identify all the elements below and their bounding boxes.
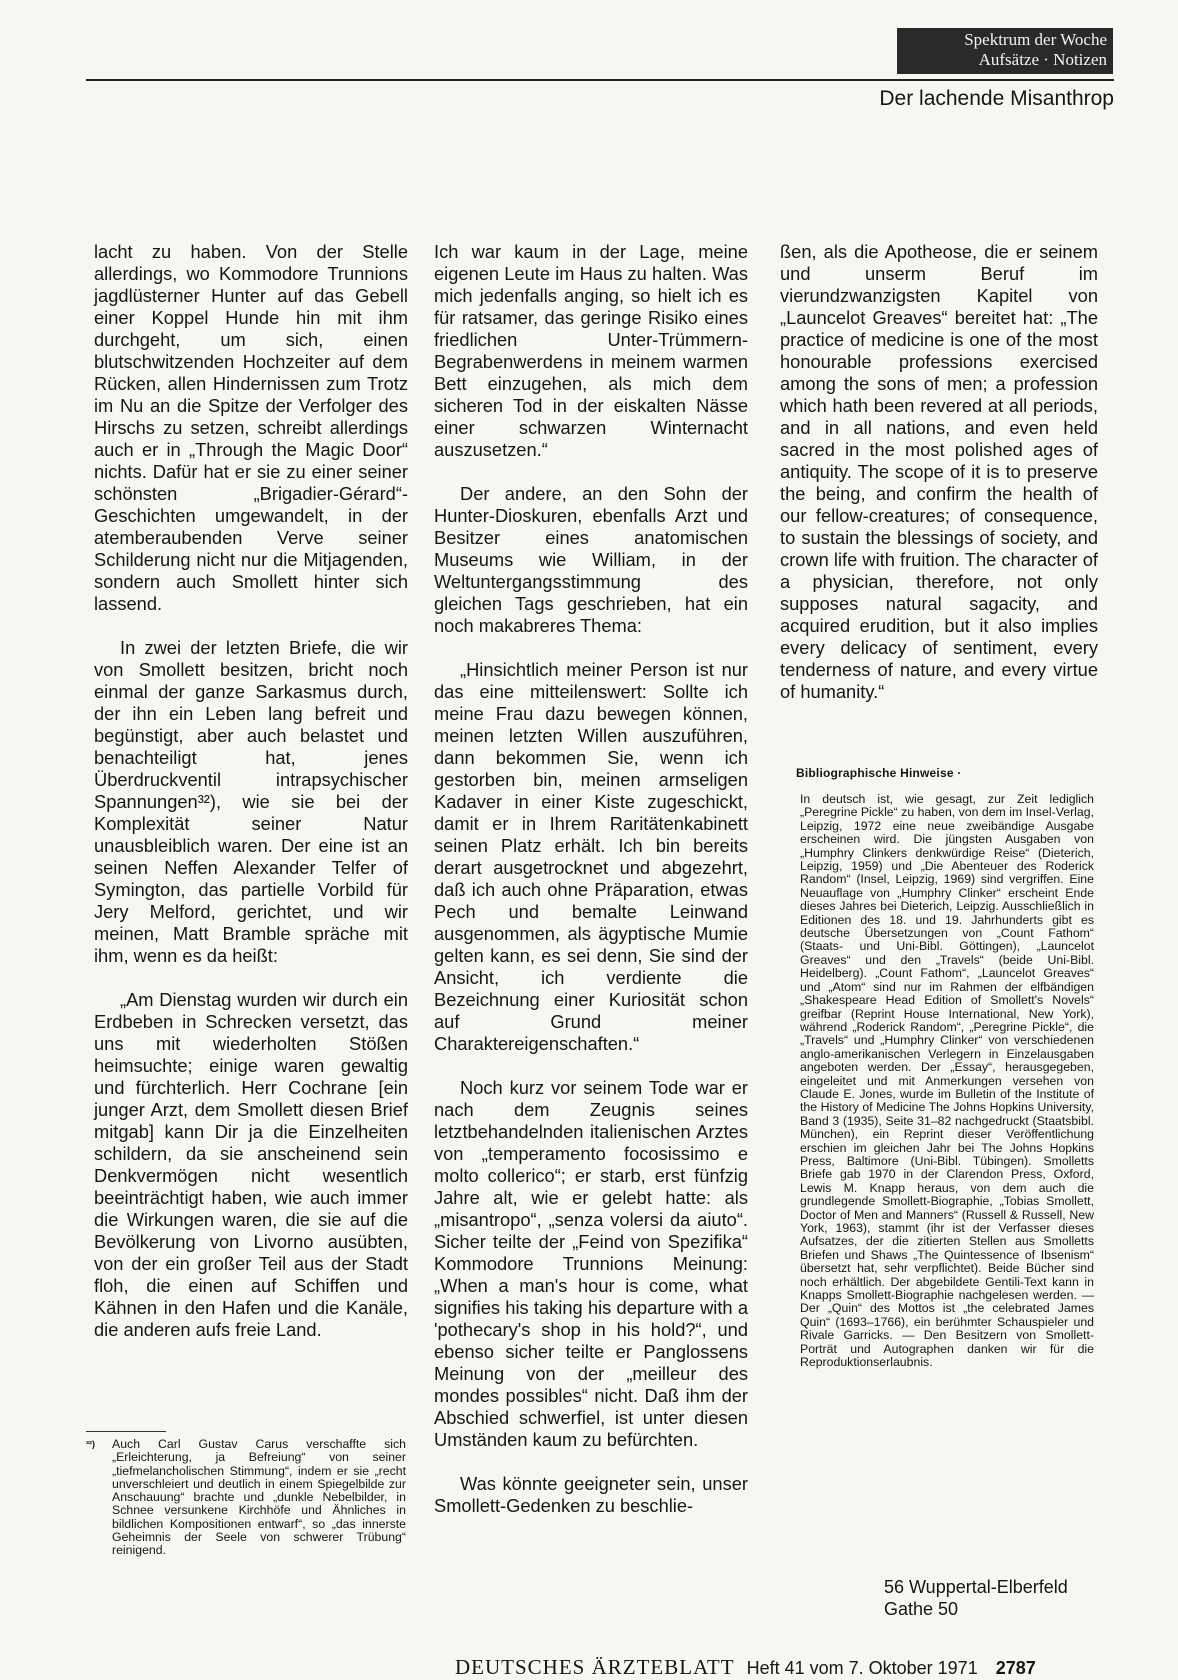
running-title: Der lachende Misanthrop [879, 87, 1114, 110]
paragraph: lacht zu haben. Von der Stelle allerdings, wo Kommodore Trunnions jagdlüsterner Hunter auf das Gebell einer Koppel Hunde hin mit ihm durchgeht, um sich, einen blutschwitzenden Hochzeiter auf dem Rücken, allen Hindernissen zum Trotz im Nu an die Spitze der Verfolger des Hirschs zu setzen, schreibt allerdings auch er in „Through the Magic Door“ nichts. Dafür hat er sie zu einer seiner schönsten „Brigadier-Gérard“-Geschichten umgewandelt, in der atemberaubenden Verve seiner Schilderung nicht nur die Mitjagenden, sondern auch Smollett hinter sich lassend. [94, 241, 408, 614]
page-footer [455, 1655, 1036, 1680]
paragraph: „Hinsichtlich meiner Person ist nur das eine mitteilenswert: Sollte ich meine Frau dazu bewegen können, meinen letzten Willen auszuführen, dann bekommen Sie, wenn ich gestorben bin, meinen armseligen Kadaver in einer Kiste zugeschickt, damit er in Ihrem Raritätenkabinett seinen Platz erhält. Ich bin bereits derart ausgetrocknet und abgezehrt, daß ich auch ohne Präparation, etwas Pech und bemalte Leinwand ausgenommen, als ägyptische Mumie gelten kann, es sei denn, Sie sind der Ansicht, ich verdiente die Bezeichnung einer Kuriosität schon auf Grund meiner Charaktereigenschaften.“ [434, 659, 748, 1054]
footnote-text: Auch Carl Gustav Carus verschaffte sich „Erleichterung, ja Befreiung“ von seiner „tiefmelancholischen Stimmung“, indem er sie „recht unverschleiert und deutlich in einem Spiegelbilde zur Anschauung“ brachte und „dunkle Nebelbilder, in Schnee versunkene Kirchhöfe und Ähnliches in bildlichen Kompositionen entwarf“, so „das innerste Geheimnis der Seele von schwerer Trübung“ reinigend. [112, 1437, 406, 1558]
issue-info: Heft 41 vom 7. Oktober 1971 [746, 1658, 978, 1678]
paragraph: Was könnte geeigneter sein, unser Smollett-Gedenken zu beschlie- [434, 1473, 748, 1516]
text-column-2 [434, 241, 748, 1517]
section-label-line1: Spektrum der Woche [964, 30, 1107, 49]
paragraph: Noch kurz vor seinem Tode war er nach dem Zeugnis seines letztbehandelnden italienischen Arztes von „temperamento focosissimo e molto collerico“; er starb, erst fünfzig Jahre alt, wie er gelebt hatte: als „misantropo“, „senza volersi da aiuto“. Sicher teilte der „Feind von Spezifika“ Kommodore Trunnions Meinung: „When a man's hour is come, what signifies his taking his departure with a 'pothecary's shop in his hold?“, und ebenso sicher teilte er Panglossens Meinung von der „meilleur des mondes possibles“ nicht. Daß ihm der Abschied schwerfiel, ist unter diesen Umständen kaum zu befürchten. [434, 1077, 748, 1450]
paragraph: „Am Dienstag wurden wir durch ein Erdbeben in Schrecken versetzt, das uns mit wiederholten Stößen heimsuchte; einige waren gewaltig und fürchterlich. Herr Cochrane [ein junger Arzt, dem Smollett diesen Brief mitgab] kann Dir ja die Einzelheiten schildern, da sie anscheinend sein Denkvermögen nicht wesentlich beeinträchtigt haben, wie auch immer die Wirkungen waren, die sie auf die Bevölkerung von Livorno ausübten, von der ein großer Teil aus der Stadt floh, die einen auf Schiffen und Kähnen in den Hafen und die Kanäle, die anderen aufs freie Land. [94, 989, 408, 1340]
bibliography-heading: Bibliographische Hinweise · [796, 766, 962, 780]
header-rule [86, 79, 1114, 81]
author-address [884, 1576, 1068, 1620]
paragraph: In zwei der letzten Briefe, die wir von Smollett besitzen, bricht noch einmal der ganze Sarkasmus durch, der ihn ein Leben lang befreit und begünstigt, aber auch belastet und benachteiligt hat, jenes Überdruckventil intrapsychischer Spannungen³²), wie sie bei der Komplexität seiner Natur unausbleiblich waren. Der eine ist an seinen Neffen Alexander Telfer of Symington, das partielle Vorbild für Jery Melford, gerichtet, und wir meinen, Matt Bramble spräche mit ihm, wenn es da heißt: [94, 637, 408, 966]
footnote-number: ³²) [86, 1439, 95, 1449]
paragraph: Ich war kaum in der Lage, meine eigenen Leute im Haus zu halten. Was mich jedenfalls anging, so hielt ich es für ratsamer, das geringe Risiko eines friedlichen Unter-Trümmern-Begrabenwerdens in meinem warmen Bett einzugehen, als mich dem sicheren Tod in der eiskalten Nässe einer schwarzen Winternacht auszusetzen.“ [434, 241, 748, 460]
paragraph: Der andere, an den Sohn der Hunter-Dioskuren, ebenfalls Arzt und Besitzer eines anatomischen Museums wie William, in der Weltuntergangsstimmung des gleichen Tags geschrieben, hat ein noch makabreres Thema: [434, 483, 748, 636]
journal-name: DEUTSCHES ÄRZTEBLATT [455, 1655, 735, 1679]
address-line1: 56 Wuppertal-Elberfeld [884, 1577, 1068, 1597]
page-number: 2787 [995, 1658, 1036, 1678]
text-column-3 [780, 241, 1098, 703]
section-label-line2: Aufsätze · Notizen [978, 50, 1107, 69]
paragraph: ßen, als die Apotheose, die er seinem und unserm Beruf im vierundzwanzigsten Kapitel von „Launcelot Greaves“ bereitet hat: „The practice of medicine is one of the most honourable professions exercised among the sons of men; a profession which hath been revered at all periods, and in all nations, and even held sacred in the most polished ages of antiquity. The scope of it is to preserve the being, and confirm the health of our fellow-creatures; of consequence, to sustain the blessings of society, and crown life with fruition. The character of a physician, therefore, not only supposes natural sagacity, and acquired erudition, but it also implies every delicacy of sentiment, every tenderness of nature, and every virtue of humanity.“ [780, 241, 1098, 702]
section-label [897, 28, 1113, 74]
bibliography-text: In deutsch ist, wie gesagt, zur Zeit lediglich „Peregrine Pickle“ zu haben, von dem im Insel-Verlag, Leipzig, 1972 eine neue zweibändige Ausgabe erscheinen wird. Die jüngsten Ausgaben von „Humphry Clinkers denkwürdige Reise“ (Dieterich, Leipzig, 1959) und „Die Abenteuer des Roderick Random“ (Insel, Leipzig, 1969) sind vergriffen. Eine Neuauflage von „Humphry Clinker“ erscheint Ende dieses Jahres bei Dieterich, Leipzig. Ausschließlich in Editionen des 18. und 19. Jahrhunderts gibt es deutsche Übersetzungen von „Count Fathom“ (Staats- und Uni-Bibl. Göttingen), „Launcelot Greaves“ und den „Travels“ (beide Uni-Bibl. Heidelberg). „Count Fathom“, „Launcelot Greaves“ und „Atom“ sind nur im Rahmen der elfbändigen „Shakespeare Head Edition of Smollett's Novels“ greifbar (Reprint House International, New York), während „Roderick Random“, „Peregrine Pickle“, die „Travels“ und „Humphry Clinker“ von verschiedenen anglo-amerikanischen Verlegern in Einzelausgaben angeboten werden. Der „Essay“, herausgegeben, eingeleitet und mit Anmerkungen versehen von Claude E. Jones, wurde im Bulletin of the Institute of the History of Medicine The Johns Hopkins University, Band 3 (1935), Seite 31–82 nachgedruckt (Staatsbibl. München), ein Reprint dieser Veröffentlichung erschien im gleichen Jahr bei The Johns Hopkins Press, Baltimore (Uni-Bibl. Tübingen). Smolletts Briefe gab 1970 in der Clarendon Press, Oxford, Lewis M. Knapp heraus, von dem auch die grundlegende Smollett-Biographie, „Tobias Smollett, Doctor of Men and Manners“ (Russell & Russell, New York, 1963), stammt (ihr ist der Verfasser dieses Aufsatzes, der die zitierten Stellen aus Smolletts Briefen und Shaws „The Quintessence of Ibsenism“ übersetzt hat, sehr verpflichtet). Beide Bücher sind noch erhältlich. Der abgebildete Gentili-Text kann in Knapps Smollett-Biographie nachgelesen werden. — Der „Quin“ des Mottos ist „the celebrated James Quin“ (1693–1766), ein berühmter Schauspieler und Rivale Garricks. — Den Besitzern von Smollett-Porträt und Autographen danken wir für die Reproduktionserlaubnis. [800, 792, 1094, 1370]
footnote [86, 1431, 406, 1558]
footnote-rule [86, 1431, 166, 1432]
text-column-1 [94, 241, 408, 1341]
address-line2: Gathe 50 [884, 1599, 959, 1619]
